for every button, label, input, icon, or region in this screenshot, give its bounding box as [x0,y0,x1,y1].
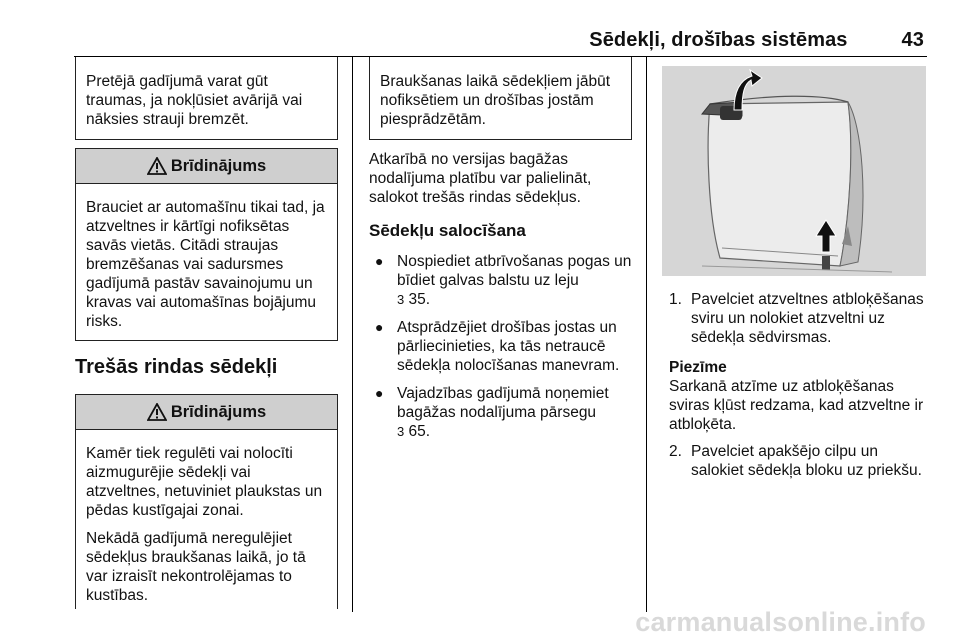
step-text-2: Pavelciet apakšējo cilpu un salokiet sēdekļa bloku uz priekšu. [691,443,922,479]
warning-triangle-icon [147,403,167,421]
continued-box-text: Braukšanas laikā sēdekļiem jābūt nofiksētiem un drošības jostām piesprādzētām. [380,73,611,128]
seat-illustration [662,66,926,276]
column-2 [369,57,632,450]
step-text-1: Pavelciet atzveltnes atbloķēšanas sviru un nolokiet atzveltni uz sēdekļa sēdvirsmas. [691,291,924,346]
column-divider-2 [646,57,647,612]
page-header [589,29,924,52]
step-number-2: 2. [669,443,682,460]
intro-text: Atkarībā no versijas bagāžas nodalījuma platību var palielināt, salokot trešās rindas sēdekļus. [369,151,592,206]
column-1 [75,57,338,609]
page-ref-1: 35. [408,291,431,308]
warning-text-2b: Nekādā gadījumā neregulējiet sēdekļus braukšanas laikā, jo tā var izraisīt nekontrolējamas to kustības. [86,530,306,604]
warning-triangle-icon [147,157,167,175]
bullet-icon: ● [375,319,384,335]
section-title: Trešās rindas sēdekļi [75,356,278,378]
list-item [369,318,632,375]
step-1 [669,290,931,347]
watermark: carmanualsonline.info [635,607,926,637]
note-title: Piezīme [669,359,727,376]
warning-heading-2: Brīdinājums [170,402,267,421]
warning-box-2 [75,430,338,609]
continued-box [369,57,632,140]
warning-heading-1: Brīdinājums [170,156,267,175]
page-ref-arrow-icon: 3 [397,292,405,307]
chapter-title: Sēdekļi, drošības sistēmas [589,29,848,51]
subsection-title: Sēdekļu salocīšana [369,221,526,240]
bullet-icon: ● [375,253,384,269]
column-divider-1 [352,57,353,612]
list-item [369,252,632,309]
note-text: Sarkanā atzīme uz atbloķēšanas sviras kļūst redzama, kad atzveltne ir atbloķēta. [669,378,924,433]
continued-warning-box [75,57,338,140]
list-item [369,384,632,441]
warning-box-1 [75,184,338,341]
continued-warning-text: Pretējā gadījumā varat gūt traumas, ja nokļūsiet avārijā vai nāksies strauji bremzēt. [86,73,303,128]
column-3 [669,290,931,480]
page-ref-arrow-icon: 3 [397,424,405,439]
warning-text-1: Brauciet ar automašīnu tikai tad, ja atzveltnes ir kārtīgi nofiksētas savās vietās. Citādi straujas bremzēšanas vai sadursmes gadījumā pastāv savainojumu un kravas vai automašīnas bojājumu risks. [86,199,325,330]
bullet-icon: ● [375,385,384,401]
page-number: 43 [901,29,924,51]
page-ref-3: 65. [408,423,431,440]
step-number-1: 1. [669,291,682,308]
warning-header-1 [75,148,338,184]
warning-header-2 [75,394,338,430]
warning-text-2a: Kamēr tiek regulēti vai nolocīti aizmugurējie sēdekļi vai atzveltnes, netuviniet plaukstas un pēdas kustīgajai zonai. [86,445,323,519]
bullet-text-3: Vajadzības gadījumā noņemiet bagāžas nodalījuma pārsegu [397,385,609,421]
seat-drawing [662,66,926,276]
step-2 [669,442,931,480]
bullet-text-1: Nospiediet atbrīvošanas pogas un bīdiet galvas balstu uz leju [397,253,632,289]
bullet-text-2: Atsprādzējiet drošības jostas un pārliecinieties, ka tās netraucē sēdekļa nolocīšanas manevram. [397,319,620,374]
